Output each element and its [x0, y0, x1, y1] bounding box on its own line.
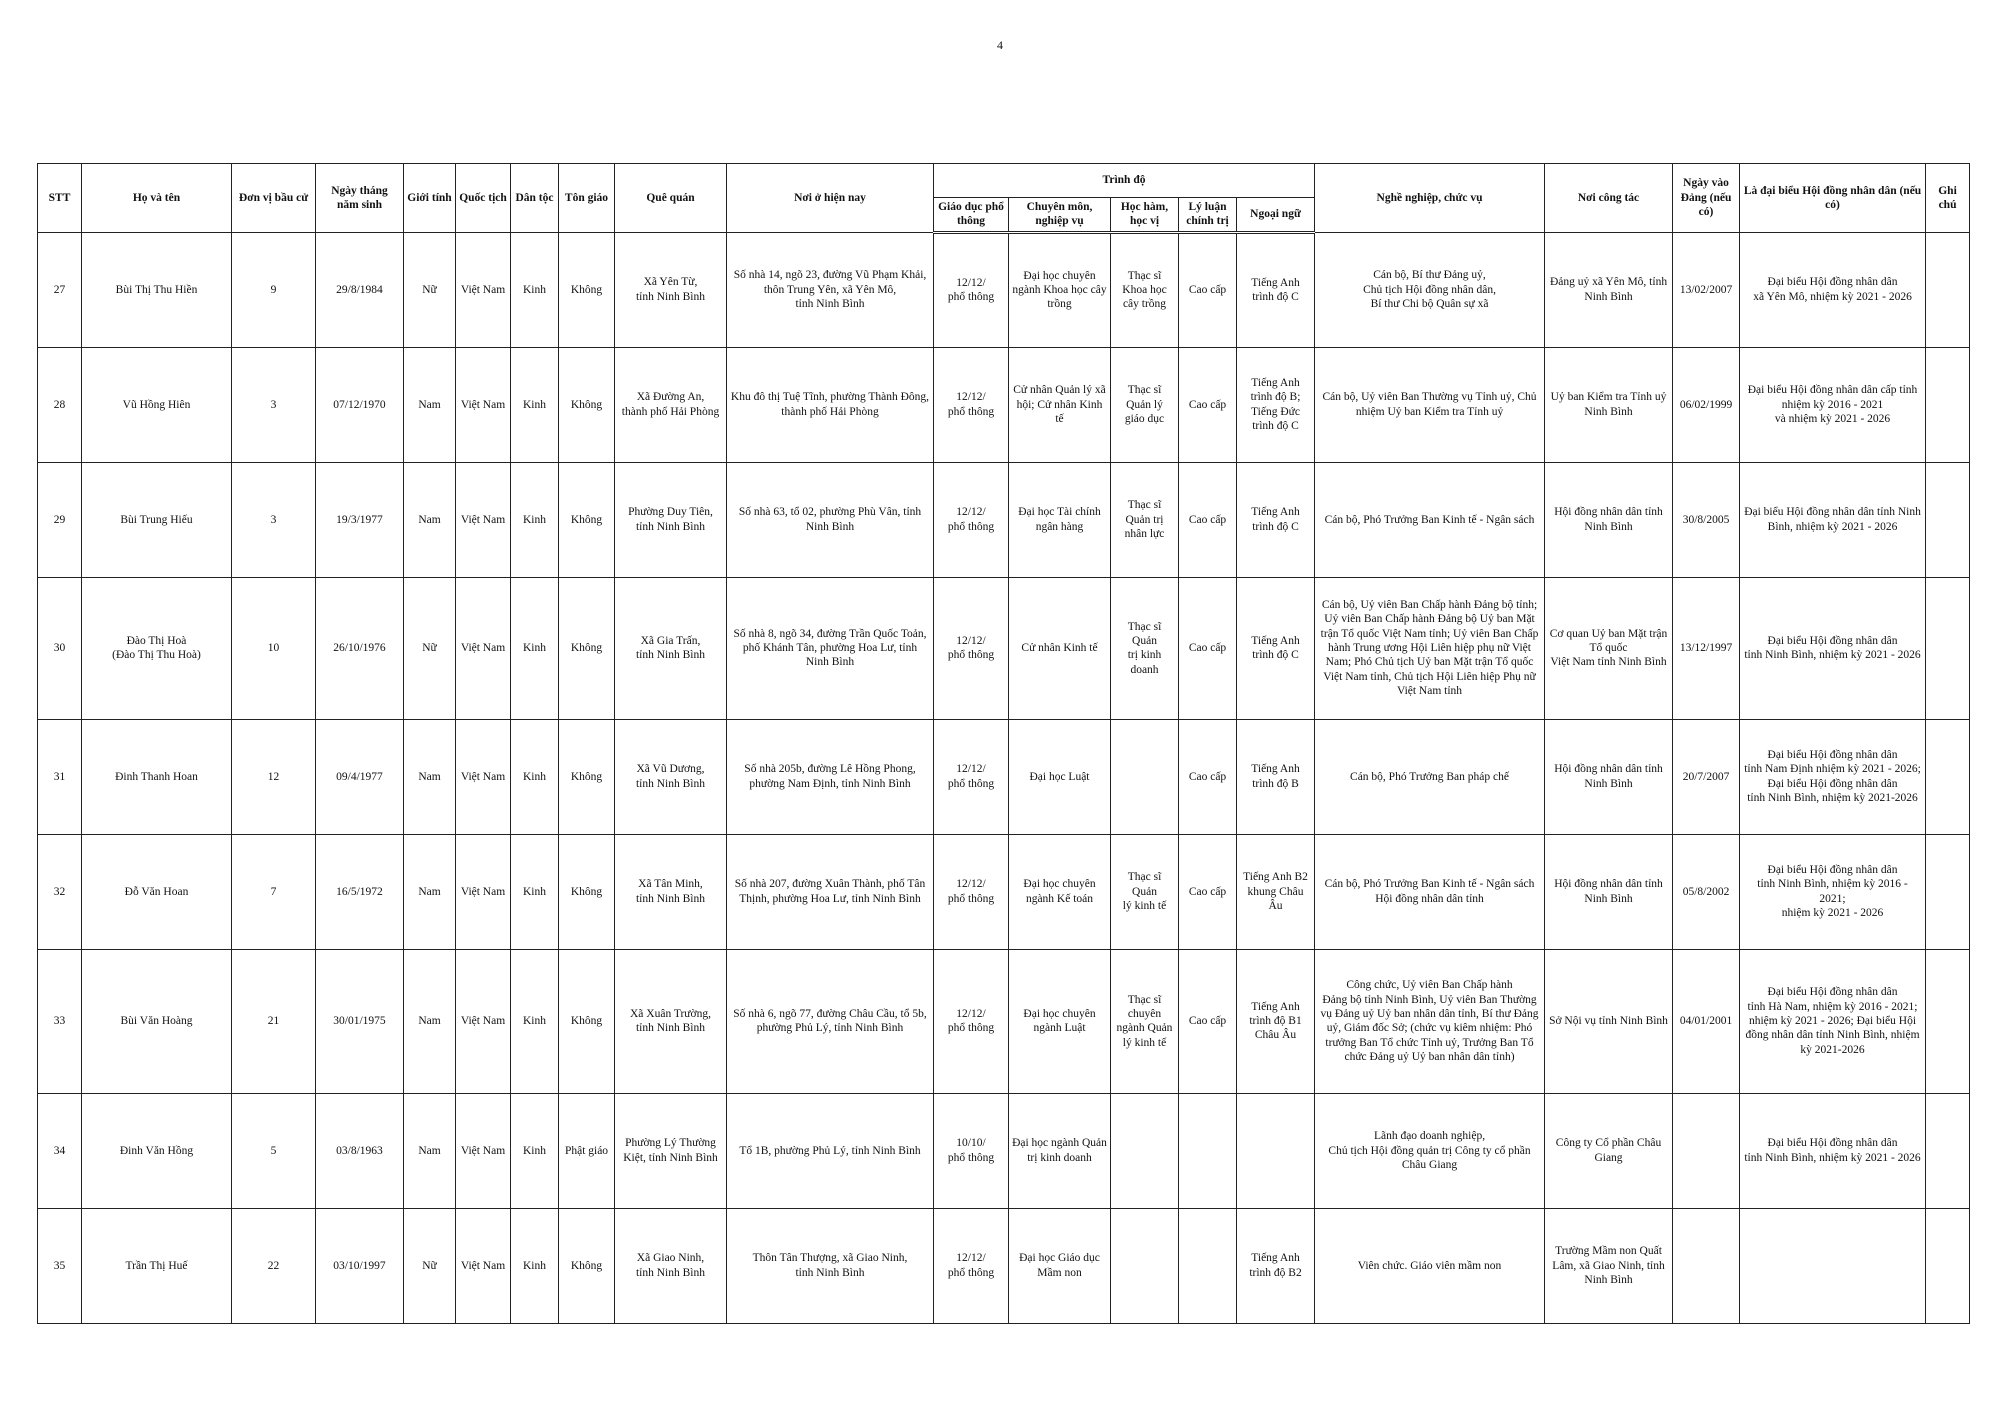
- cell-gender: Nam: [404, 462, 456, 577]
- header-dob: Ngày tháng năm sinh: [316, 164, 404, 233]
- header-nationality: Quốc tịch: [456, 164, 511, 233]
- cell-occupation: Lãnh đạo doanh nghiệp, Chủ tịch Hội đồng quản trị Công ty cổ phần Châu Giang: [1315, 1093, 1545, 1208]
- cell-workplace: Công ty Cổ phần Châu Giang: [1545, 1093, 1673, 1208]
- cell-dob: 26/10/1976: [316, 577, 404, 719]
- cell-language: Tiếng Anh trình độ B2: [1237, 1208, 1315, 1323]
- cell-dob: 30/01/1975: [316, 949, 404, 1093]
- cell-occupation: Cán bộ, Bí thư Đảng uỷ, Chủ tịch Hội đồng nhân dân, Bí thư Chi bộ Quân sự xã: [1315, 232, 1545, 347]
- cell-religion: Không: [559, 577, 615, 719]
- header-name: Họ và tên: [82, 164, 232, 233]
- cell-note: [1926, 577, 1970, 719]
- cell-general-edu: 12/12/ phổ thông: [934, 347, 1009, 462]
- cell-degree: [1111, 1093, 1179, 1208]
- cell-language: Tiếng Anh B2 khung Châu Âu: [1237, 834, 1315, 949]
- cell-workplace: Hội đồng nhân dân tỉnh Ninh Bình: [1545, 834, 1673, 949]
- cell-specialty: Đại học Tài chính ngân hàng: [1009, 462, 1111, 577]
- cell-gender: Nam: [404, 1093, 456, 1208]
- cell-unit: 21: [232, 949, 316, 1093]
- cell-specialty: Đại học ngành Quản trị kinh doanh: [1009, 1093, 1111, 1208]
- cell-council-member: Đại biểu Hội đồng nhân dân tỉnh Nam Định nhiệm kỳ 2021 - 2026; Đại biểu Hội đồng nhân dân tỉnh Ninh Bình, nhiệm kỳ 2021-2026: [1740, 719, 1926, 834]
- cell-degree: [1111, 719, 1179, 834]
- cell-nationality: Việt Nam: [456, 1208, 511, 1323]
- cell-hometown: Phường Lý Thường Kiệt, tỉnh Ninh Bình: [615, 1093, 727, 1208]
- cell-occupation: Cán bộ, Uỷ viên Ban Thường vụ Tỉnh uỷ, Chủ nhiệm Uỷ ban Kiểm tra Tỉnh uỷ: [1315, 347, 1545, 462]
- cell-council-member: [1740, 1208, 1926, 1323]
- cell-general-edu: 10/10/ phổ thông: [934, 1093, 1009, 1208]
- cell-specialty: Cử nhân Kinh tế: [1009, 577, 1111, 719]
- cell-language: Tiếng Anh trình độ C: [1237, 232, 1315, 347]
- cell-language: Tiếng Anh trình độ C: [1237, 577, 1315, 719]
- cell-note: [1926, 1208, 1970, 1323]
- header-degree: Học hàm, học vị: [1111, 198, 1179, 233]
- cell-general-edu: 12/12/ phổ thông: [934, 834, 1009, 949]
- cell-dob: 03/10/1997: [316, 1208, 404, 1323]
- cell-political: Cao cấp: [1179, 834, 1237, 949]
- header-residence: Nơi ở hiện nay: [727, 164, 934, 233]
- cell-hometown: Xã Xuân Trường, tỉnh Ninh Bình: [615, 949, 727, 1093]
- cell-party-date: 05/8/2002: [1673, 834, 1740, 949]
- table-row: [38, 232, 1970, 347]
- cell-unit: 7: [232, 834, 316, 949]
- cell-workplace: Hội đồng nhân dân tỉnh Ninh Bình: [1545, 462, 1673, 577]
- header-education-group: Trình độ: [934, 164, 1315, 198]
- cell-occupation: Cán bộ, Phó Trưởng Ban Kinh tế - Ngân sách Hội đồng nhân dân tỉnh: [1315, 834, 1545, 949]
- table-row: [38, 462, 1970, 577]
- cell-dob: 19/3/1977: [316, 462, 404, 577]
- table-body: [38, 232, 1970, 1323]
- cell-name: Bùi Văn Hoàng: [82, 949, 232, 1093]
- cell-degree: [1111, 1208, 1179, 1323]
- cell-degree: Thạc sĩ Quản trị nhân lực: [1111, 462, 1179, 577]
- cell-council-member: Đại biểu Hội đồng nhân dân tỉnh Ninh Bình, nhiệm kỳ 2021 - 2026: [1740, 462, 1926, 577]
- cell-unit: 9: [232, 232, 316, 347]
- cell-workplace: Hội đồng nhân dân tỉnh Ninh Bình: [1545, 719, 1673, 834]
- cell-degree: Thạc sĩ Quản lý kinh tế: [1111, 834, 1179, 949]
- cell-unit: 10: [232, 577, 316, 719]
- cell-stt: 29: [38, 462, 82, 577]
- header-workplace: Nơi công tác: [1545, 164, 1673, 233]
- cell-name: Đỗ Văn Hoan: [82, 834, 232, 949]
- header-religion: Tôn giáo: [559, 164, 615, 233]
- cell-note: [1926, 347, 1970, 462]
- cell-gender: Nam: [404, 834, 456, 949]
- cell-hometown: Xã Tân Minh, tỉnh Ninh Bình: [615, 834, 727, 949]
- header-council-member: Là đại biểu Hội đồng nhân dân (nếu có): [1740, 164, 1926, 233]
- table-row: [38, 949, 1970, 1093]
- cell-specialty: Đại học chuyên ngành Luật: [1009, 949, 1111, 1093]
- cell-workplace: Trường Mầm non Quất Lâm, xã Giao Ninh, tỉnh Ninh Bình: [1545, 1208, 1673, 1323]
- cell-ethnicity: Kinh: [511, 1093, 559, 1208]
- cell-note: [1926, 1093, 1970, 1208]
- cell-political: Cao cấp: [1179, 347, 1237, 462]
- cell-name: Đinh Thanh Hoan: [82, 719, 232, 834]
- cell-hometown: Xã Yên Từ, tỉnh Ninh Bình: [615, 232, 727, 347]
- page-number: 4: [997, 38, 1003, 52]
- cell-nationality: Việt Nam: [456, 949, 511, 1093]
- cell-political: Cao cấp: [1179, 232, 1237, 347]
- cell-council-member: Đại biểu Hội đồng nhân dân tỉnh Ninh Bình, nhiệm kỳ 2021 - 2026: [1740, 577, 1926, 719]
- cell-occupation: Cán bộ, Phó Trưởng Ban pháp chế: [1315, 719, 1545, 834]
- cell-workplace: Đảng uỷ xã Yên Mô, tỉnh Ninh Bình: [1545, 232, 1673, 347]
- cell-dob: 16/5/1972: [316, 834, 404, 949]
- cell-degree: Thạc sĩ chuyên ngành Quản lý kinh tế: [1111, 949, 1179, 1093]
- cell-residence: Số nhà 63, tổ 02, phường Phù Vân, tỉnh Ninh Bình: [727, 462, 934, 577]
- cell-party-date: [1673, 1208, 1740, 1323]
- cell-party-date: 06/02/1999: [1673, 347, 1740, 462]
- cell-occupation: Công chức, Uỷ viên Ban Chấp hành Đảng bộ tỉnh Ninh Bình, Uỷ viên Ban Thường vụ Đảng uỷ Uỷ ban nhân dân tỉnh, Bí thư Đảng uỷ, Giám đốc Sở; (chức vụ kiêm nhiệm: Phó trưởng Ban Tổ chức Tỉnh uỷ, Trưởng Ban Tổ chức Đảng uỷ Uỷ ban nhân dân tỉnh): [1315, 949, 1545, 1093]
- cell-stt: 32: [38, 834, 82, 949]
- cell-general-edu: 12/12/ phổ thông: [934, 949, 1009, 1093]
- header-language: Ngoại ngữ: [1237, 198, 1315, 233]
- cell-nationality: Việt Nam: [456, 834, 511, 949]
- cell-note: [1926, 834, 1970, 949]
- cell-residence: Tổ 1B, phường Phủ Lý, tỉnh Ninh Bình: [727, 1093, 934, 1208]
- cell-hometown: Xã Đường An, thành phố Hải Phòng: [615, 347, 727, 462]
- cell-hometown: Xã Gia Trấn, tỉnh Ninh Bình: [615, 577, 727, 719]
- cell-political: [1179, 1093, 1237, 1208]
- cell-language: [1237, 1093, 1315, 1208]
- cell-residence: Số nhà 8, ngõ 34, đường Trần Quốc Toản, phố Khánh Tân, phường Hoa Lư, tỉnh Ninh Bình: [727, 577, 934, 719]
- cell-general-edu: 12/12/ phổ thông: [934, 232, 1009, 347]
- cell-residence: Khu đô thị Tuệ Tĩnh, phường Thành Đông, thành phố Hải Phòng: [727, 347, 934, 462]
- cell-stt: 31: [38, 719, 82, 834]
- cell-language: Tiếng Anh trình độ B; Tiếng Đức trình độ C: [1237, 347, 1315, 462]
- cell-party-date: 20/7/2007: [1673, 719, 1740, 834]
- cell-workplace: Sở Nội vụ tỉnh Ninh Bình: [1545, 949, 1673, 1093]
- cell-gender: Nam: [404, 949, 456, 1093]
- cell-ethnicity: Kinh: [511, 347, 559, 462]
- cell-specialty: Cử nhân Quản lý xã hội; Cử nhân Kinh tế: [1009, 347, 1111, 462]
- cell-occupation: Cán bộ, Uỷ viên Ban Chấp hành Đảng bộ tỉnh; Uỷ viên Ban Chấp hành Đảng bộ Uỷ ban Mặt trận Tổ quốc Việt Nam tỉnh; Uỷ viên Ban Chấp hành Trung ương Hội Liên hiệp phụ nữ Việt Nam; Phó Chủ tịch Uỷ ban Mặt trận Tổ quốc Việt Nam tỉnh, Chủ tịch Hội Liên hiệp Phụ nữ Việt Nam tỉnh: [1315, 577, 1545, 719]
- cell-specialty: Đại học chuyên ngành Kế toán: [1009, 834, 1111, 949]
- cell-hometown: Xã Giao Ninh, tỉnh Ninh Bình: [615, 1208, 727, 1323]
- cell-specialty: Đại học Luật: [1009, 719, 1111, 834]
- cell-stt: 34: [38, 1093, 82, 1208]
- cell-unit: 22: [232, 1208, 316, 1323]
- cell-council-member: Đại biểu Hội đồng nhân dân tỉnh Ninh Bình, nhiệm kỳ 2021 - 2026: [1740, 1093, 1926, 1208]
- cell-name: Trần Thị Huế: [82, 1208, 232, 1323]
- cell-stt: 30: [38, 577, 82, 719]
- cell-political: [1179, 1208, 1237, 1323]
- cell-name: Đinh Văn Hồng: [82, 1093, 232, 1208]
- cell-council-member: Đại biểu Hội đồng nhân dân tỉnh Ninh Bình, nhiệm kỳ 2016 - 2021; nhiệm kỳ 2021 - 2026: [1740, 834, 1926, 949]
- cell-unit: 5: [232, 1093, 316, 1208]
- cell-language: Tiếng Anh trình độ B1 Châu Âu: [1237, 949, 1315, 1093]
- cell-residence: Số nhà 205b, đường Lê Hồng Phong, phường Nam Định, tỉnh Ninh Bình: [727, 719, 934, 834]
- table-row: [38, 719, 1970, 834]
- table-row: [38, 1208, 1970, 1323]
- cell-unit: 12: [232, 719, 316, 834]
- cell-hometown: Phường Duy Tiên, tỉnh Ninh Bình: [615, 462, 727, 577]
- cell-general-edu: 12/12/ phổ thông: [934, 462, 1009, 577]
- header-gender: Giới tính: [404, 164, 456, 233]
- cell-ethnicity: Kinh: [511, 834, 559, 949]
- cell-political: Cao cấp: [1179, 577, 1237, 719]
- table-row: [38, 577, 1970, 719]
- cell-unit: 3: [232, 347, 316, 462]
- cell-name: Bùi Thị Thu Hiền: [82, 232, 232, 347]
- cell-gender: Nữ: [404, 232, 456, 347]
- cell-nationality: Việt Nam: [456, 577, 511, 719]
- cell-ethnicity: Kinh: [511, 719, 559, 834]
- cell-dob: 03/8/1963: [316, 1093, 404, 1208]
- header-note: Ghi chú: [1926, 164, 1970, 233]
- cell-council-member: Đại biểu Hội đồng nhân dân tỉnh Hà Nam, nhiệm kỳ 2016 - 2021; nhiệm kỳ 2021 - 2026; Đại biểu Hội đồng nhân dân tỉnh Ninh Bình, nhiệm kỳ 2021-2026: [1740, 949, 1926, 1093]
- cell-nationality: Việt Nam: [456, 1093, 511, 1208]
- cell-specialty: Đại học Giáo dục Mầm non: [1009, 1208, 1111, 1323]
- cell-ethnicity: Kinh: [511, 577, 559, 719]
- cell-gender: Nam: [404, 719, 456, 834]
- cell-gender: Nam: [404, 347, 456, 462]
- cell-council-member: Đại biểu Hội đồng nhân dân xã Yên Mô, nhiệm kỳ 2021 - 2026: [1740, 232, 1926, 347]
- cell-stt: 33: [38, 949, 82, 1093]
- cell-degree: Thạc sĩ Khoa học cây trồng: [1111, 232, 1179, 347]
- cell-stt: 27: [38, 232, 82, 347]
- header-political: Lý luận chính trị: [1179, 198, 1237, 233]
- header-unit: Đơn vị bầu cử: [232, 164, 316, 233]
- cell-nationality: Việt Nam: [456, 232, 511, 347]
- cell-religion: Không: [559, 1208, 615, 1323]
- cell-ethnicity: Kinh: [511, 1208, 559, 1323]
- cell-party-date: 04/01/2001: [1673, 949, 1740, 1093]
- table-row: [38, 834, 1970, 949]
- cell-occupation: Cán bộ, Phó Trưởng Ban Kinh tế - Ngân sách: [1315, 462, 1545, 577]
- cell-note: [1926, 232, 1970, 347]
- cell-religion: Không: [559, 949, 615, 1093]
- candidate-table: [37, 163, 1970, 1324]
- cell-note: [1926, 462, 1970, 577]
- cell-party-date: 13/12/1997: [1673, 577, 1740, 719]
- cell-degree: Thạc sĩ Quản trị kinh doanh: [1111, 577, 1179, 719]
- cell-general-edu: 12/12/ phổ thông: [934, 577, 1009, 719]
- header-stt: STT: [38, 164, 82, 233]
- table-row: [38, 347, 1970, 462]
- cell-political: Cao cấp: [1179, 949, 1237, 1093]
- cell-dob: 09/4/1977: [316, 719, 404, 834]
- cell-name: Bùi Trung Hiếu: [82, 462, 232, 577]
- cell-specialty: Đại học chuyên ngành Khoa học cây trồng: [1009, 232, 1111, 347]
- cell-residence: Số nhà 6, ngõ 77, đường Châu Cầu, tổ 5b, phường Phủ Lý, tỉnh Ninh Bình: [727, 949, 934, 1093]
- cell-ethnicity: Kinh: [511, 949, 559, 1093]
- cell-language: Tiếng Anh trình độ B: [1237, 719, 1315, 834]
- header-occupation: Nghề nghiệp, chức vụ: [1315, 164, 1545, 233]
- cell-religion: Không: [559, 462, 615, 577]
- cell-political: Cao cấp: [1179, 719, 1237, 834]
- cell-name: Đào Thị Hoà (Đào Thị Thu Hoà): [82, 577, 232, 719]
- cell-party-date: 13/02/2007: [1673, 232, 1740, 347]
- header-specialty: Chuyên môn, nghiệp vụ: [1009, 198, 1111, 233]
- cell-gender: Nữ: [404, 577, 456, 719]
- header-party-date: Ngày vào Đảng (nếu có): [1673, 164, 1740, 233]
- cell-name: Vũ Hồng Hiên: [82, 347, 232, 462]
- cell-nationality: Việt Nam: [456, 719, 511, 834]
- cell-stt: 28: [38, 347, 82, 462]
- header-hometown: Quê quán: [615, 164, 727, 233]
- header-ethnicity: Dân tộc: [511, 164, 559, 233]
- cell-gender: Nữ: [404, 1208, 456, 1323]
- cell-nationality: Việt Nam: [456, 462, 511, 577]
- cell-nationality: Việt Nam: [456, 347, 511, 462]
- cell-residence: Thôn Tân Thượng, xã Giao Ninh, tỉnh Ninh Bình: [727, 1208, 934, 1323]
- cell-religion: Không: [559, 719, 615, 834]
- cell-dob: 07/12/1970: [316, 347, 404, 462]
- cell-general-edu: 12/12/ phổ thông: [934, 1208, 1009, 1323]
- cell-workplace: Cơ quan Uỷ ban Mặt trận Tổ quốc Việt Nam tỉnh Ninh Bình: [1545, 577, 1673, 719]
- header-general-edu: Giáo dục phổ thông: [934, 198, 1009, 233]
- cell-party-date: [1673, 1093, 1740, 1208]
- cell-religion: Phật giáo: [559, 1093, 615, 1208]
- cell-language: Tiếng Anh trình độ C: [1237, 462, 1315, 577]
- cell-residence: Số nhà 207, đường Xuân Thành, phố Tân Thịnh, phường Hoa Lư, tỉnh Ninh Bình: [727, 834, 934, 949]
- cell-dob: 29/8/1984: [316, 232, 404, 347]
- cell-political: Cao cấp: [1179, 462, 1237, 577]
- cell-general-edu: 12/12/ phổ thông: [934, 719, 1009, 834]
- table-row: [38, 1093, 1970, 1208]
- cell-workplace: Uỷ ban Kiểm tra Tỉnh uỷ Ninh Bình: [1545, 347, 1673, 462]
- cell-religion: Không: [559, 347, 615, 462]
- cell-residence: Số nhà 14, ngõ 23, đường Vũ Phạm Khải, thôn Trung Yên, xã Yên Mô, tỉnh Ninh Bình: [727, 232, 934, 347]
- cell-unit: 3: [232, 462, 316, 577]
- cell-religion: Không: [559, 232, 615, 347]
- cell-party-date: 30/8/2005: [1673, 462, 1740, 577]
- cell-hometown: Xã Vũ Dương, tỉnh Ninh Bình: [615, 719, 727, 834]
- cell-stt: 35: [38, 1208, 82, 1323]
- cell-council-member: Đại biểu Hội đồng nhân dân cấp tỉnh nhiệm kỳ 2016 - 2021 và nhiệm kỳ 2021 - 2026: [1740, 347, 1926, 462]
- cell-note: [1926, 719, 1970, 834]
- cell-note: [1926, 949, 1970, 1093]
- cell-degree: Thạc sĩ Quản lý giáo dục: [1111, 347, 1179, 462]
- cell-occupation: Viên chức. Giáo viên mầm non: [1315, 1208, 1545, 1323]
- cell-ethnicity: Kinh: [511, 462, 559, 577]
- cell-ethnicity: Kinh: [511, 232, 559, 347]
- cell-religion: Không: [559, 834, 615, 949]
